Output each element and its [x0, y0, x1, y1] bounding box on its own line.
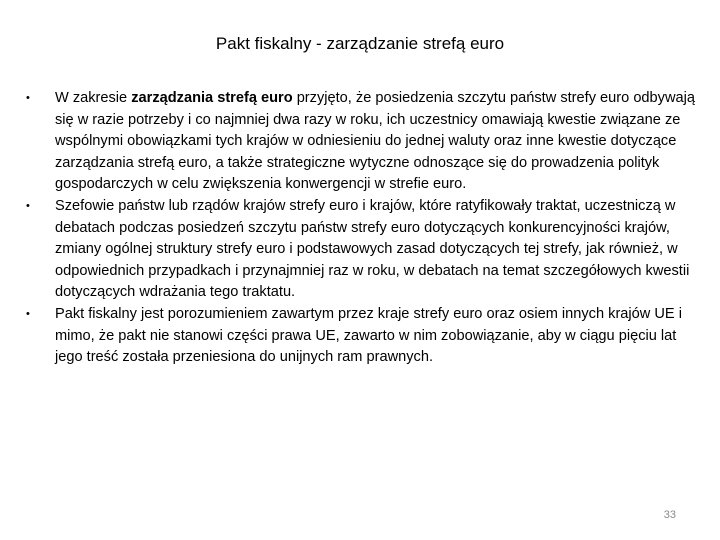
bullet-marker-icon: • — [26, 307, 30, 320]
bullet-marker-icon: • — [26, 92, 30, 104]
slide-title: Pakt fiskalny - zarządzanie strefą euro — [215, 34, 505, 53]
bullet-marker-icon: • — [26, 199, 30, 212]
bullet-item-heads-of-state — [26, 196, 702, 304]
bullet-text: Pakt fiskalny jest porozumieniem zawartym przez kraje strefy euro oraz osiem innych krajów UE i mimo, że pakt nie stanowi części prawa UE, zawarto w nim zobowiązanie, aby w ciągu pięciu lat jego treść została przeniesiona do unijnych ram prawnych. — [55, 305, 682, 366]
bullet-bold-phrase: zarządzania strefą euro — [131, 90, 293, 106]
page-number: 33 — [663, 509, 676, 521]
bullet-list — [26, 88, 702, 369]
bullet-text: Szefowie państw lub rządów krajów strefy euro i krajów, które ratyfikowały traktat, uczestniczą w debatach podczas posiedzeń szczytu państw strefy euro dotyczących konkurencyjności krajów, zmiany ogólnej struktury strefy euro i podstawowych zasad dotyczących tej strefy, jak również, w odpowiednich przypadkach i przynajmniej raz w roku, w debatach na temat szczegółowych kwestii dotyczących wdrażania tego traktatu. — [55, 197, 690, 301]
bullet-item-governance — [26, 88, 702, 196]
bullet-text-part: przyjęto, że posiedzenia szczytu państw strefy euro odbywają się w razie potrzeby i co najmniej dwa razy w roku, ich uczestnicy omawiają kwestie związane ze wspólnymi obowiązkami tych krajów w odniesieniu do jednej waluty oraz inne kwestie dotyczące zarządzania strefą euro, a także strategiczne wytyczne odnoszące się do prowadzenia polityk gospodarczych w celu zwiększenia konwergencji w strefie euro. — [55, 90, 695, 193]
bullet-item-fiscal-pact — [26, 304, 702, 369]
bullet-text-part: W zakresie — [55, 90, 132, 106]
